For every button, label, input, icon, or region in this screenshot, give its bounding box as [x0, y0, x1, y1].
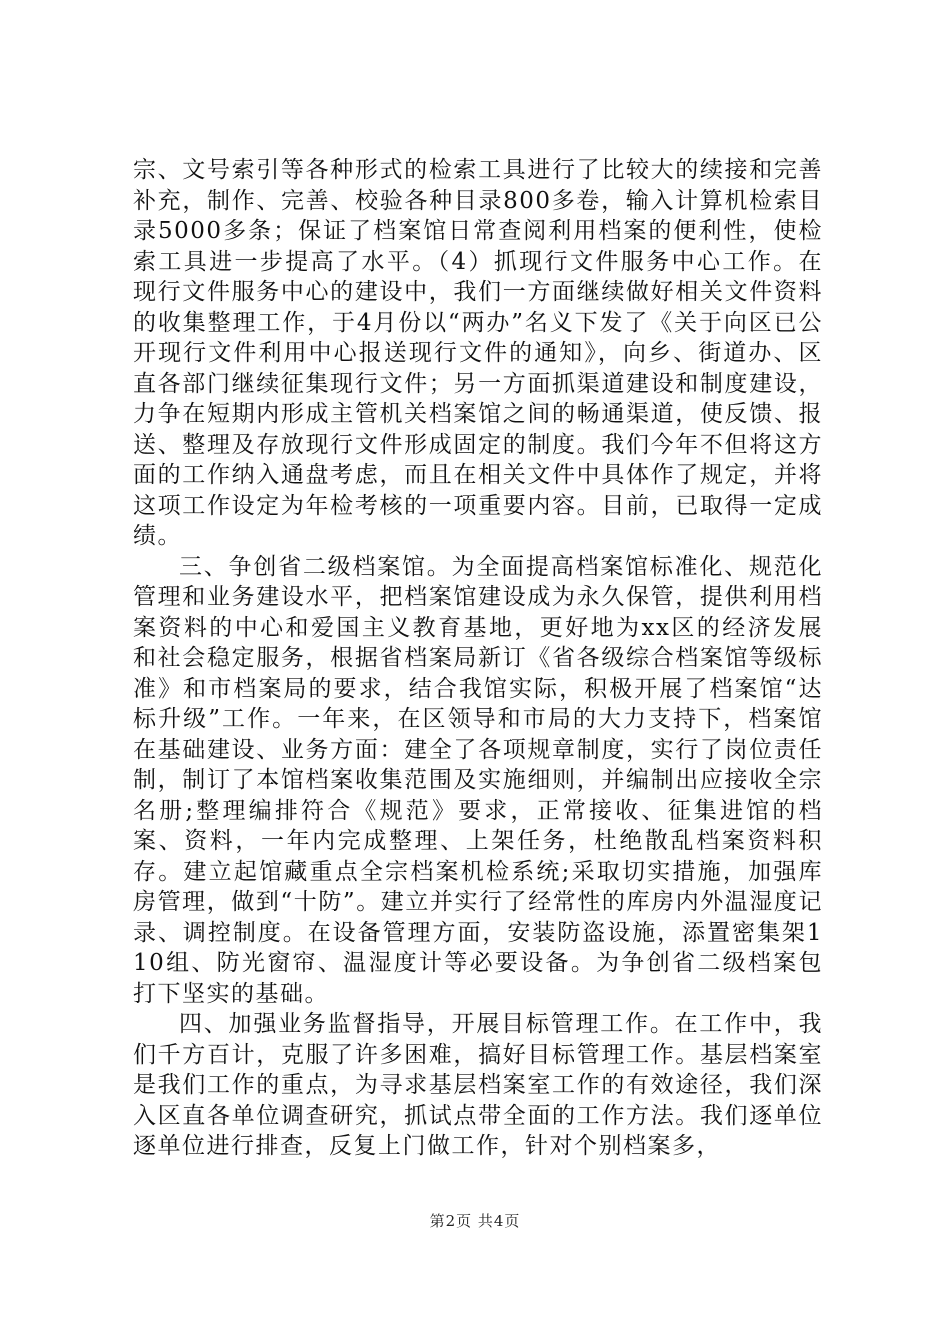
- body-paragraph: 四、加强业务监督指导，开展目标管理工作。在工作中，我们千方百计，克服了许多困难，搞好目标管理工作。基层档案室是我们工作的重点，为寻求基层档案室工作的有效途径，我们深入区直各单位调查研究，抓试点带全面的工作方法。我们逐单位逐单位进行排查，反复上门做工作，针对个别档案多，: [133, 1011, 823, 1159]
- page-footer: [0, 1210, 950, 1231]
- page-number: 第2页 共4页: [429, 1212, 521, 1230]
- body-paragraph: 三、争创省二级档案馆。为全面提高档案馆标准化、规范化管理和业务建设水平，把档案馆建设成为永久保管，提供利用档案资料的中心和爱国主义教育基地，更好地为xx区的经济发展和社会稳定服务，根据省档案局新订《省各级综合档案馆等级标准》和市档案局的要求，结合我馆实际，积极开展了档案馆“达标升级”工作。一年来，在区领导和市局的大力支持下，档案馆在基础建设、业务方面：建全了各项规章制度，实行了岗位责任制，制订了本馆档案收集范围及实施细则，并编制出应接收全宗名册;整理编排符合《规范》要求，正常接收、征集进馆的档案、资料，一年内完成整理、上架任务，杜绝散乱档案资料积存。建立起馆藏重点全宗档案机检系统;采取切实措施，加强库房管理，做到“十防”。建立并实行了经常性的库房内外温湿度记录、调控制度。在设备管理方面，安装防盗设施，添置密集架110组、防光窗帘、温湿度计等必要设备。为争创省二级档案包打下坚实的基础。: [133, 553, 823, 1007]
- document-body: [133, 155, 823, 1162]
- body-paragraph: 宗、文号索引等各种形式的检索工具进行了比较大的续接和完善补充，制作、完善、校验各种目录800多卷，输入计算机检索目录5000多条；保证了档案馆日常查阅利用档案的便利性，使检索工具进一步提高了水平。（4）抓现行文件服务中心工作。在现行文件服务中心的建设中，我们一方面继续做好相关文件资料的收集整理工作，于4月份以“两办”名义下发了《关于向区已公开现行文件利用中心报送现行文件的通知》，向乡、街道办、区直各部门继续征集现行文件；另一方面抓渠道建设和制度建设，力争在短期内形成主管机关档案馆之间的畅通渠道，使反馈、报送、整理及存放现行文件形成固定的制度。我们今年不但将这方面的工作纳入通盘考虑，而且在相关文件中具体作了规定，并将这项工作设定为年检考核的一项重要内容。目前，已取得一定成绩。: [133, 157, 823, 549]
